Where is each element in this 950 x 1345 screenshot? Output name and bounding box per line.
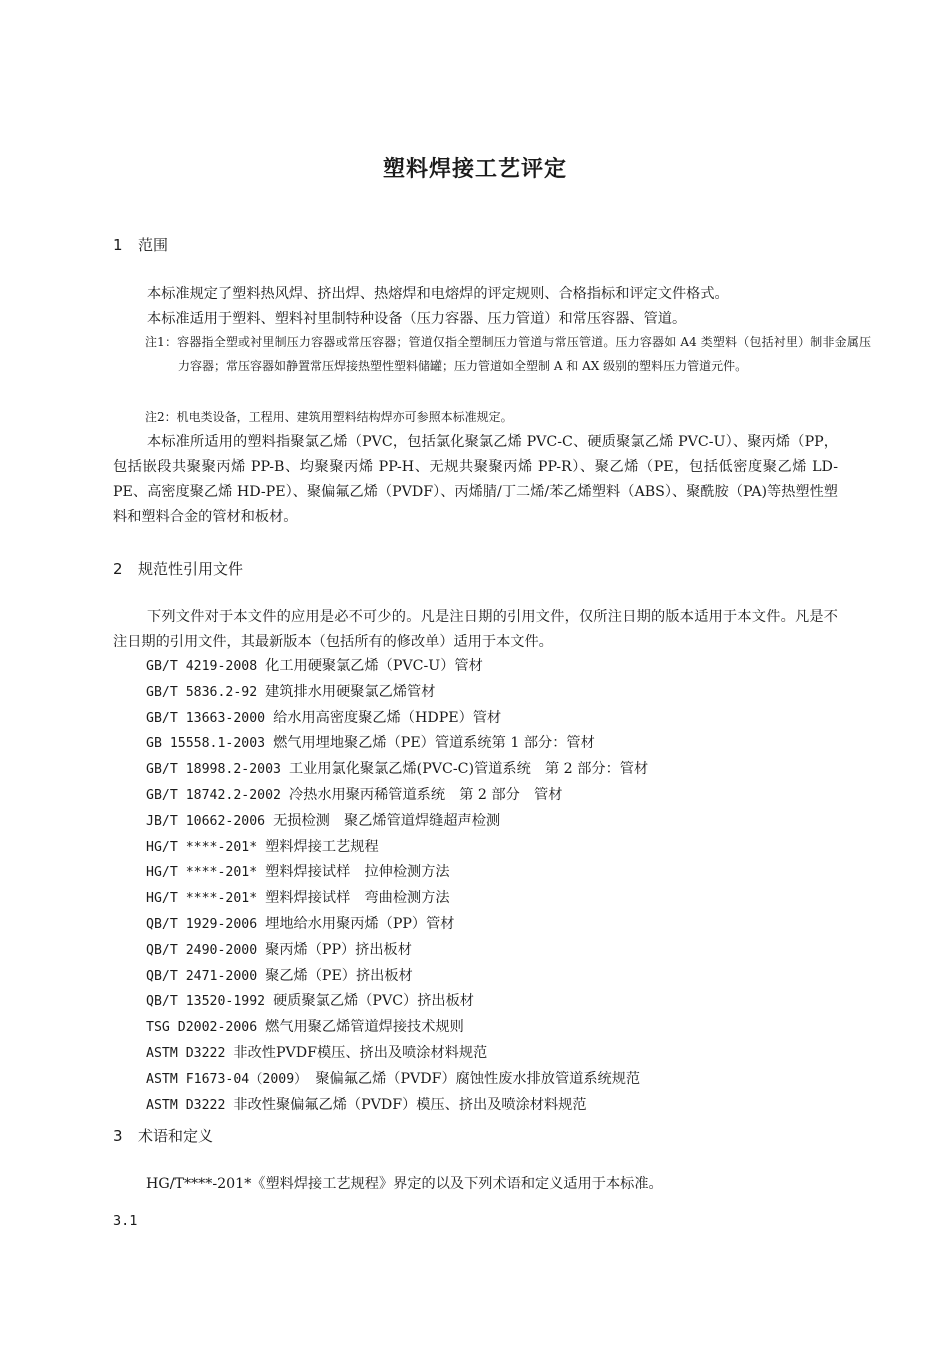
reference-item [146, 1067, 846, 1093]
reference-title: 无损检测 聚乙烯管道焊缝超声检测 [273, 812, 501, 829]
reference-code: GB/T 18998.2-2003 [146, 762, 281, 778]
reference-title: 聚丙烯（PP）挤出板材 [265, 941, 412, 958]
terms-intro: HG/T****-201*《塑料焊接工艺规程》界定的以及下列术语和定义适用于本标准。 [146, 1176, 663, 1192]
reference-code: QB/T 1929-2006 [146, 916, 258, 932]
reference-code: ASTM D3222 [146, 1097, 226, 1113]
scope-paragraph-3: 本标准所适用的塑料指聚氯乙烯（PVC，包括氯化聚氯乙烯 PVC-C、硬质聚氯乙烯 PVC-U）、聚丙烯（PP，包括嵌段共聚聚丙烯 PP-B、均聚聚丙烯 PP-H、无规共聚聚丙烯 PP-R）、聚乙烯（PE，包括低密度聚乙烯 LD-PE、高密度聚乙烯 HD-PE）、聚偏氟乙烯（PVDF）、丙烯腈/丁二烯/苯乙烯塑料（ABS）、聚酰胺（PA)等热塑性塑料和塑料合金的管材和板材。 [113, 434, 838, 525]
section-heading-terms [113, 1125, 213, 1146]
reference-title: 非改性聚偏氟乙烯（PVDF）模压、挤出及喷涂材料规范 [233, 1096, 587, 1113]
reference-title: 非改性PVDF模压、挤出及喷涂材料规范 [233, 1044, 488, 1061]
reference-code: GB/T 18742.2-2002 [146, 787, 281, 803]
reference-code: HG/T ****-201* [146, 865, 258, 881]
reference-item [146, 706, 846, 732]
reference-code: QB/T 13520-1992 [146, 994, 266, 1010]
section-heading-scope [113, 234, 168, 255]
reference-title: 硬质聚氯乙烯（PVC）挤出板材 [273, 993, 474, 1010]
reference-title: 给水用高密度聚乙烯（HDPE）管材 [273, 709, 502, 726]
reference-item [146, 1015, 846, 1041]
reference-code: TSG D2002-2006 [146, 1020, 258, 1036]
section-number: 2 [113, 560, 123, 578]
reference-item [146, 680, 846, 706]
reference-item [146, 1041, 846, 1067]
reference-item [146, 654, 846, 680]
reference-code: HG/T ****-201* [146, 839, 258, 855]
reference-title: 冷热水用聚丙稀管道系统 第 2 部分 管材 [288, 786, 563, 803]
reference-item [146, 757, 846, 783]
reference-title: 塑料焊接试样 拉伸检测方法 [265, 864, 450, 881]
reference-title: 工业用氯化聚氯乙烯(PVC-C)管道系统 第 2 部分：管材 [288, 761, 649, 778]
scope-paragraph-1: 本标准规定了塑料热风焊、挤出焊、热熔焊和电熔焊的评定规则、合格指标和评定文件格式。 [147, 286, 729, 302]
scope-note-2: 注2：机电类设备，工程用、建筑用塑料结构焊亦可参照本标准规定。 [145, 410, 513, 424]
reference-item [146, 964, 846, 990]
scope-paragraph-2: 本标准适用于塑料、塑料衬里制特种设备（压力容器、压力管道）和常压容器、管道。 [147, 311, 687, 327]
reference-title: 埋地给水用聚丙烯（PP）管材 [265, 915, 455, 932]
reference-code: GB/T 13663-2000 [146, 710, 266, 726]
reference-code: GB 15558.1-2003 [146, 736, 266, 752]
section-number: 3 [113, 1127, 123, 1145]
section-title: 术语和定义 [138, 1127, 214, 1145]
reference-code: GB/T 5836.2-92 [146, 684, 258, 700]
reference-item [146, 731, 846, 757]
reference-title: 燃气用埋地聚乙烯（PE）管道系统第 1 部分：管材 [273, 735, 595, 752]
reference-title: 化工用硬聚氯乙烯（PVC-U）管材 [265, 658, 483, 674]
reference-title: 建筑排水用硬聚氯乙烯管材 [265, 683, 436, 700]
reference-code: ASTM F1673-04（2009） [146, 1071, 308, 1087]
reference-code: QB/T 2471-2000 [146, 968, 258, 984]
reference-title: 聚偏氟乙烯（PVDF）腐蚀性废水排放管道系统规范 [315, 1070, 641, 1087]
reference-code: ASTM D3222 [146, 1045, 226, 1061]
reference-item [146, 1093, 846, 1119]
references-intro: 下列文件对于本文件的应用是必不可少的。凡是注日期的引用文件，仅所注日期的版本适用于本文件。凡是不注日期的引用文件，其最新版本（包括所有的修改单）适用于本文件。 [113, 609, 838, 650]
section-title: 规范性引用文件 [138, 560, 244, 578]
reference-item [146, 809, 846, 835]
document-title: 塑料焊接工艺评定 [382, 157, 567, 182]
subsection-number: 3.1 [113, 1213, 138, 1229]
reference-title: 燃气用聚乙烯管道焊接技术规则 [265, 1019, 464, 1036]
reference-item [146, 989, 846, 1015]
section-number: 1 [113, 236, 123, 254]
section-title: 范围 [138, 236, 169, 254]
reference-title: 聚乙烯（PE）挤出板材 [265, 967, 413, 984]
reference-code: JB/T 10662-2006 [146, 813, 266, 829]
reference-code: HG/T ****-201* [146, 891, 258, 907]
reference-item [146, 912, 846, 938]
reference-item [146, 860, 846, 886]
reference-item [146, 938, 846, 964]
reference-item [146, 783, 846, 809]
scope-note-1: 注1：容器指全塑或衬里制压力容器或常压容器；管道仅指全塑制压力管道与常压管道。压力容器如 A4 类塑料（包括衬里）制非金属压力容器；常压容器如静置常压焊接热塑性塑料储罐；压力管道如全塑制 A 和 AX 级别的塑料压力管道元件。 [145, 335, 871, 373]
section-heading-references [113, 558, 243, 579]
reference-code: QB/T 2490-2000 [146, 942, 258, 958]
reference-list [146, 654, 846, 1118]
reference-title: 塑料焊接工艺规程 [265, 838, 379, 855]
reference-title: 塑料焊接试样 弯曲检测方法 [265, 890, 450, 907]
reference-item [146, 886, 846, 912]
reference-item [146, 835, 846, 861]
reference-code: GB/T 4219-2008 [146, 659, 258, 674]
